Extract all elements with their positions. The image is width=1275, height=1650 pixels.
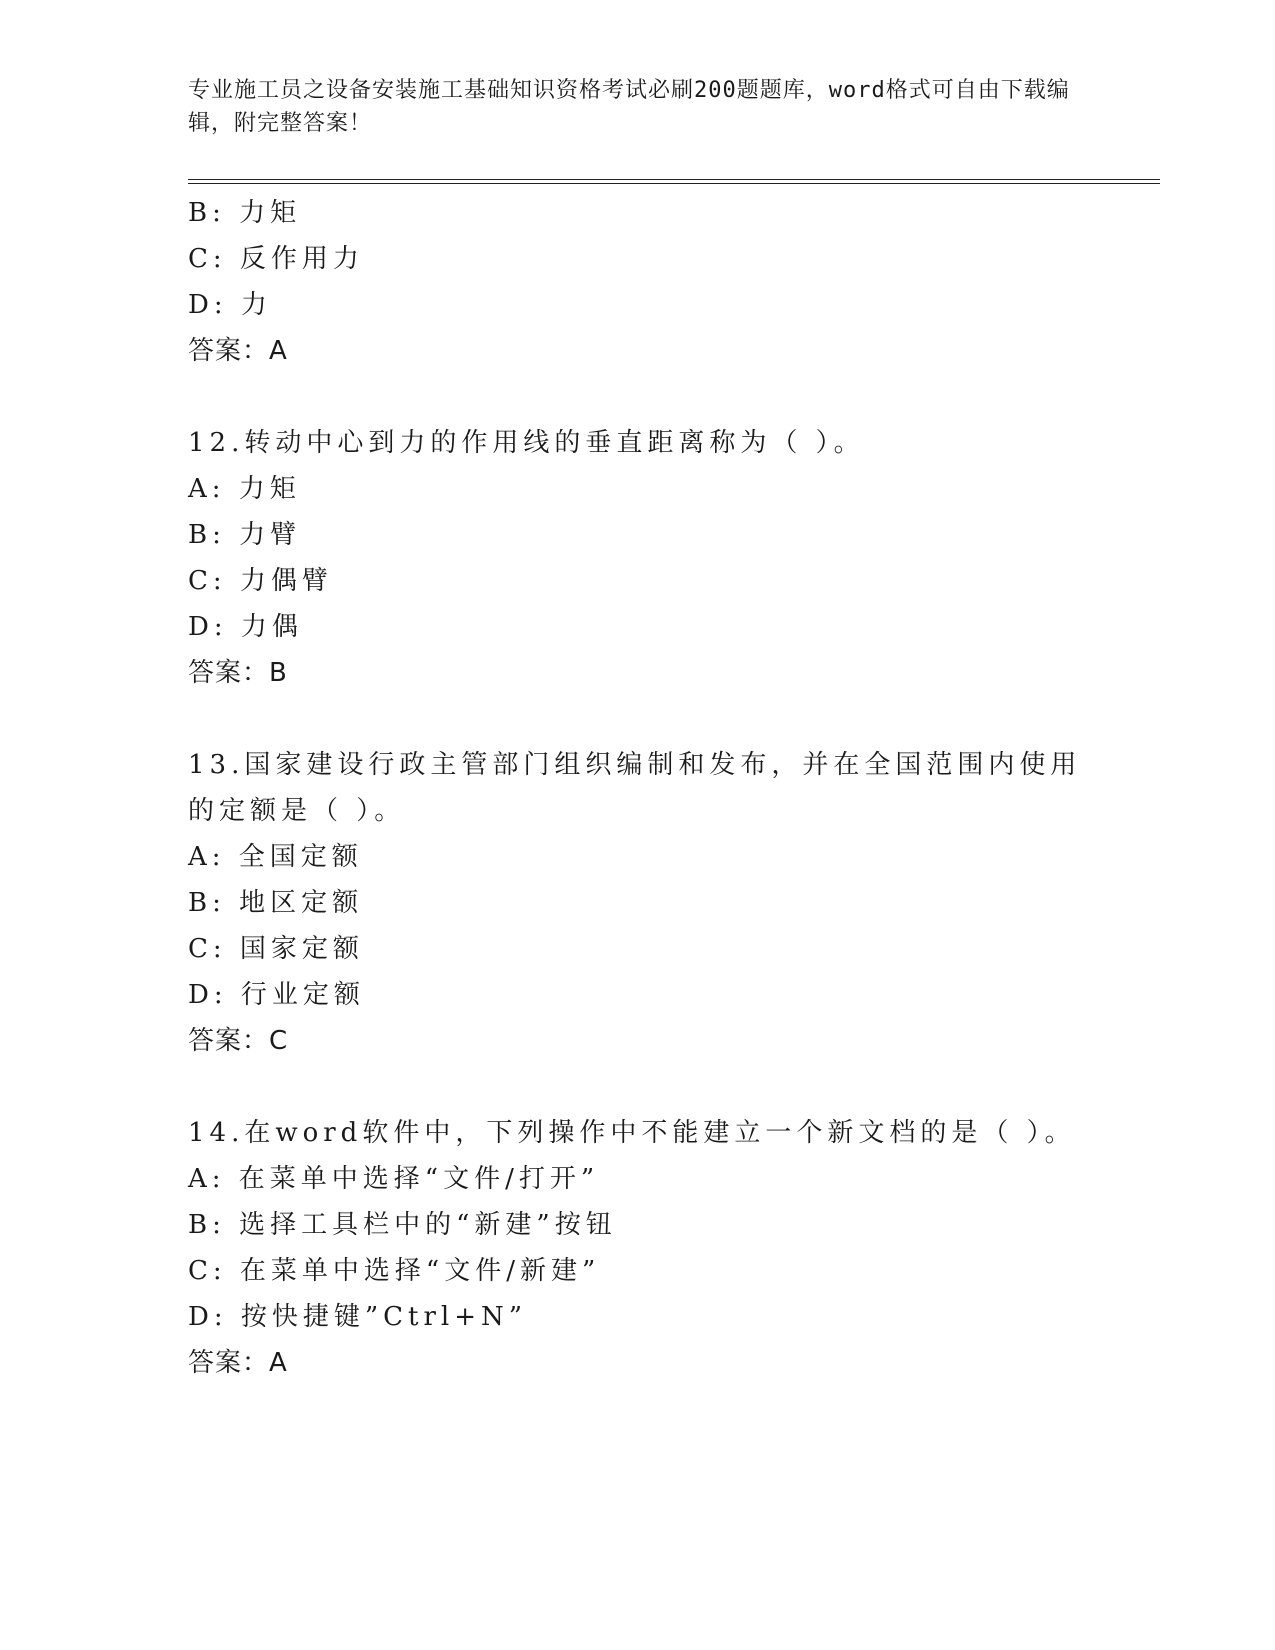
option-b: B: 选择工具栏中的“新建”按钮	[188, 1210, 617, 1240]
option-d: D: 按快捷键”Ctrl+N”	[188, 1302, 528, 1332]
document-header	[188, 74, 1088, 140]
question-14	[188, 1110, 1108, 1386]
question-fragment	[188, 190, 1108, 374]
option-a: A: 在菜单中选择“文件/打开”	[188, 1164, 600, 1194]
option-b: B: 地区定额	[188, 888, 364, 918]
question-stem: 12.转动中心到力的作用线的垂直距离称为（ ）。	[188, 428, 865, 458]
option-c: C: 反作用力	[188, 244, 364, 274]
answer-line: 答案：B	[188, 658, 288, 688]
question-12	[188, 420, 1108, 696]
option-a: A: 力矩	[188, 474, 301, 504]
option-d: D: 力偶	[188, 612, 303, 642]
answer-line: 答案：C	[188, 1026, 289, 1056]
option-c: C: 国家定额	[188, 934, 364, 964]
header-title: 专业施工员之设备安装施工基础知识资格考试必刷200题题库，word格式可自由下载编辑，附完整答案！	[188, 78, 1070, 136]
question-stem: 13.国家建设行政主管部门组织编制和发布，并在全国范围内使用的定额是（ ）。	[188, 750, 1082, 826]
question-list	[188, 190, 1108, 1386]
option-d: D: 力	[188, 290, 272, 320]
question-stem: 14.在word软件中，下列操作中不能建立一个新文档的是（ ）。	[188, 1118, 1076, 1148]
option-d: D: 行业定额	[188, 980, 365, 1010]
option-b: B: 力臂	[188, 520, 302, 550]
option-c: C: 力偶臂	[188, 566, 333, 596]
option-c: C: 在菜单中选择“文件/新建”	[188, 1256, 601, 1286]
option-a: A: 全国定额	[188, 842, 363, 872]
answer-line: 答案：A	[188, 1348, 288, 1378]
header-divider-top	[188, 179, 1160, 180]
header-divider-bottom	[188, 183, 1160, 184]
question-13	[188, 742, 1108, 1064]
answer-line: 答案：A	[188, 336, 288, 366]
option-b: B: 力矩	[188, 198, 302, 228]
